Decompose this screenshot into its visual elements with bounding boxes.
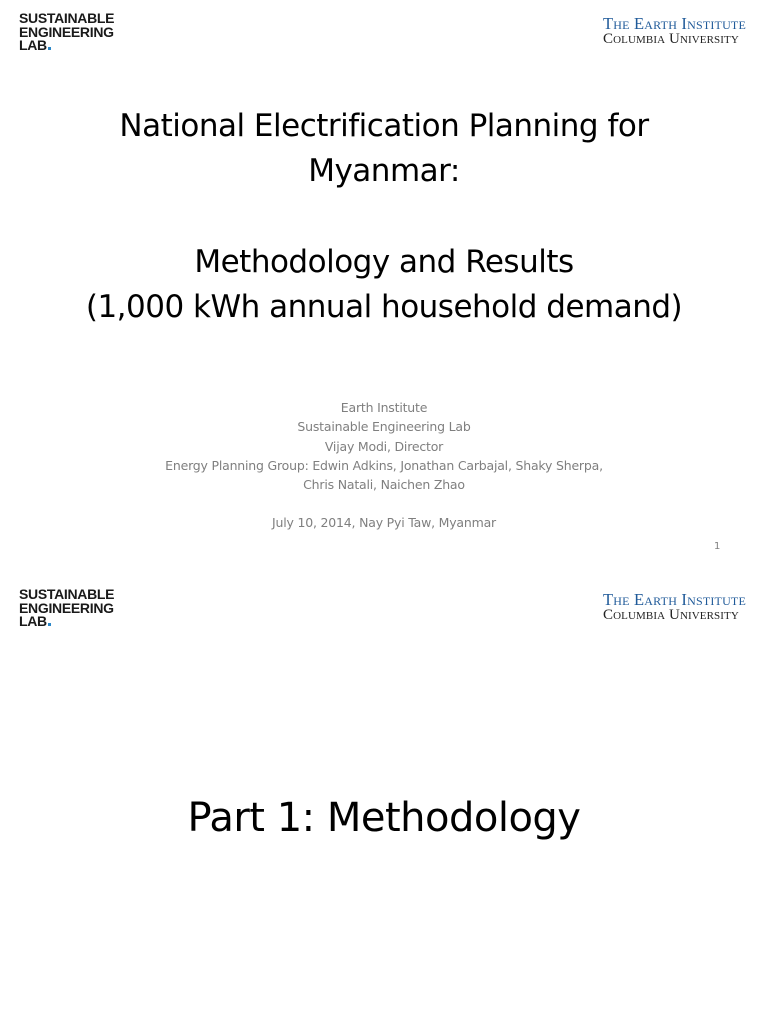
date-line: July 10, 2014, Nay Pyi Taw, Myanmar bbox=[272, 515, 496, 531]
logo-right-line-2: Columbia University bbox=[603, 607, 739, 623]
part-title: Part 1: Methodology bbox=[187, 795, 581, 841]
logo-dot-icon bbox=[48, 623, 51, 626]
logo-dot-icon bbox=[48, 47, 51, 50]
credit-line: Chris Natali, Naichen Zhao bbox=[303, 477, 465, 493]
title-line-1: National Electrification Planning for bbox=[119, 108, 649, 144]
slide-title bbox=[0, 104, 768, 330]
subtitle-line-2: (1,000 kWh annual household demand) bbox=[85, 289, 683, 325]
title-line-2: Myanmar: bbox=[308, 153, 460, 189]
page-number: 1 bbox=[714, 541, 721, 552]
credit-line: Sustainable Engineering Lab bbox=[297, 419, 471, 435]
earth-institute-logo bbox=[603, 592, 746, 623]
logo-left-line-3: LAB bbox=[19, 37, 47, 53]
logo-right-line-1: The Earth Institute bbox=[603, 14, 746, 33]
credit-line: Energy Planning Group: Edwin Adkins, Jonathan Carbajal, Shaky Sherpa, bbox=[165, 457, 603, 473]
credits-block bbox=[0, 398, 768, 533]
sustainable-engineering-lab-logo bbox=[19, 588, 114, 629]
logo-left-line-2: ENGINEERING bbox=[19, 23, 114, 40]
logo-left-line-3: LAB bbox=[19, 613, 47, 629]
logo-right-line-2: Columbia University bbox=[603, 31, 739, 47]
slide-2 bbox=[0, 576, 768, 1024]
logo-right-line-1: The Earth Institute bbox=[603, 590, 746, 609]
subtitle-line-1: Methodology and Results bbox=[194, 244, 574, 280]
credit-line: Vijay Modi, Director bbox=[324, 438, 444, 454]
earth-institute-logo bbox=[603, 16, 746, 47]
logo-left-line-1: SUSTAINABLE bbox=[19, 586, 115, 602]
logo-left-line-1: SUSTAINABLE bbox=[19, 10, 115, 26]
credit-line: Earth Institute bbox=[340, 400, 428, 415]
sustainable-engineering-lab-logo bbox=[19, 12, 114, 53]
logo-left-line-2: ENGINEERING bbox=[19, 599, 114, 616]
